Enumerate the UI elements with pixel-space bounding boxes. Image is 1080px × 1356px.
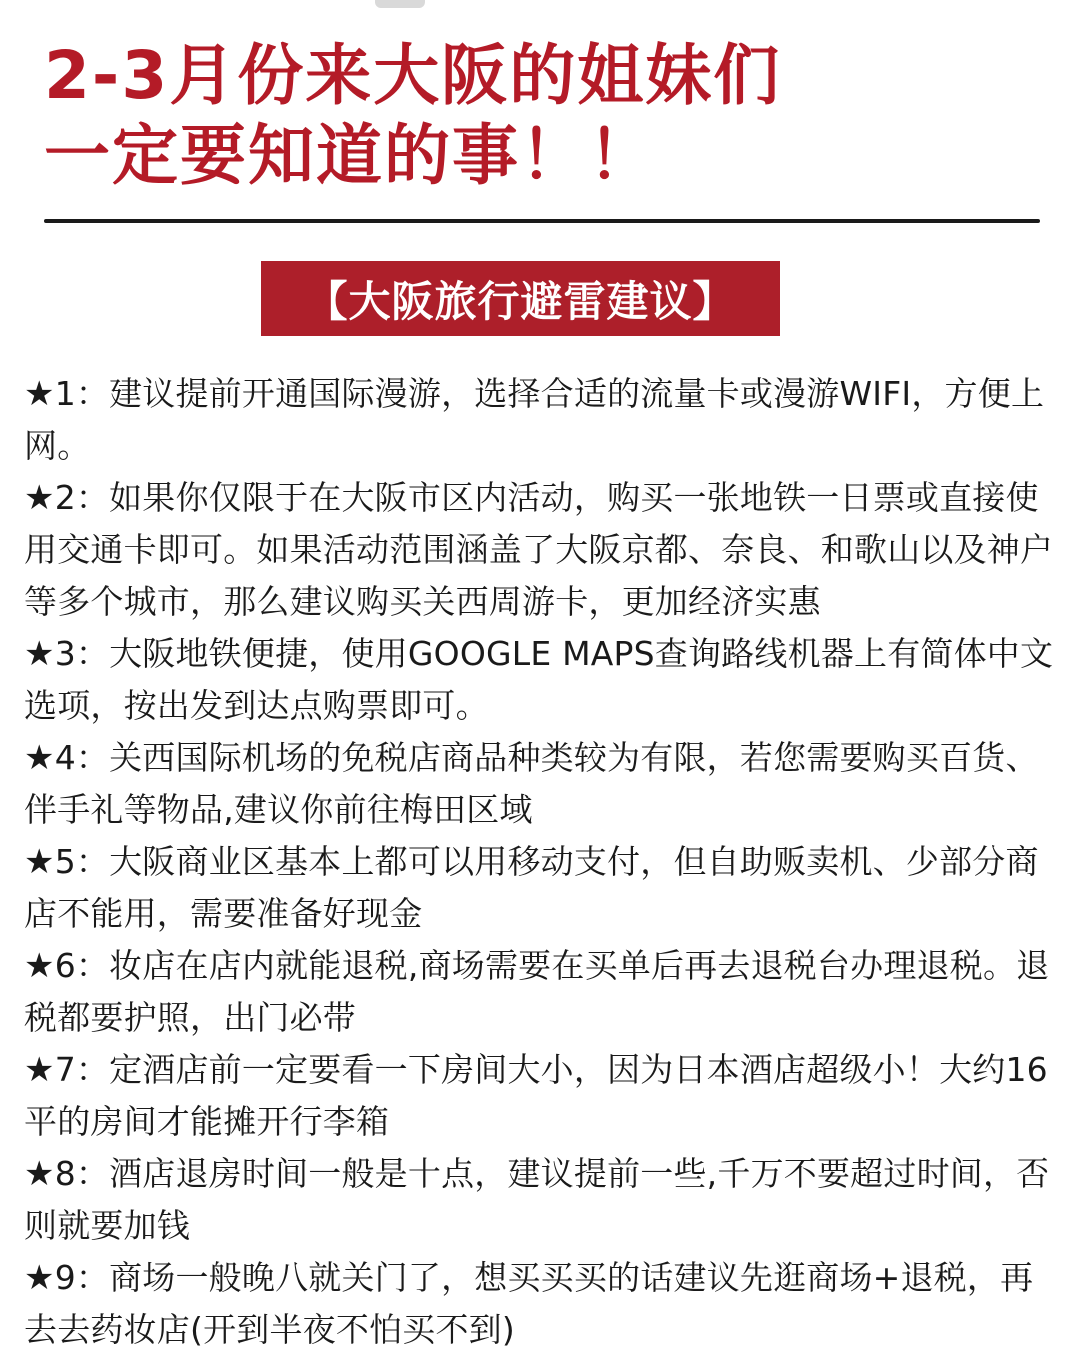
- star-icon: ★: [24, 842, 55, 882]
- page-title: [44, 36, 781, 196]
- star-icon: ★: [24, 1258, 55, 1298]
- tip-item-2: [24, 472, 1064, 628]
- star-icon: ★: [24, 1154, 55, 1194]
- star-icon: ★: [24, 738, 55, 778]
- tip-item-8: [24, 1148, 1064, 1252]
- tip-text: 4：关西国际机场的免税店商品种类较为有限，若您需要购买百货、伴手礼等物品,建议你前往梅田区域: [24, 738, 1039, 829]
- title-line-1: 2-3月份来大阪的姐妹们: [44, 37, 782, 114]
- tip-item-1: [24, 368, 1064, 472]
- tip-text: 3：大阪地铁便捷，使用GOOGLE MAPS查询路线机器上有简体中文选项，按出发到达点购票即可。: [24, 634, 1054, 725]
- tip-item-4: [24, 732, 1064, 836]
- star-icon: ★: [24, 1050, 55, 1090]
- tip-item-7: [24, 1044, 1064, 1148]
- top-edge-handle: [375, 0, 425, 8]
- tip-item-9: [24, 1252, 1064, 1356]
- tip-text: 8：酒店退房时间一般是十点，建议提前一些,千万不要超过时间，否则就要加钱: [24, 1154, 1050, 1245]
- star-icon: ★: [24, 634, 55, 674]
- star-icon: ★: [24, 946, 55, 986]
- tip-text: 6：妆店在店内就能退税,商场需要在买单后再去退税台办理退税。退税都要护照，出门必带: [24, 946, 1050, 1037]
- tip-item-5: [24, 836, 1064, 940]
- tip-text: 2：如果你仅限于在大阪市区内活动，购买一张地铁一日票或直接使用交通卡即可。如果活动范围涵盖了大阪京都、奈良、和歌山以及神户等多个城市，那么建议购买关西周游卡，更加经济实惠: [24, 478, 1054, 621]
- tip-text: 1：建议提前开通国际漫游，选择合适的流量卡或漫游WIFI，方便上网。: [24, 374, 1045, 465]
- tip-item-6: [24, 940, 1064, 1044]
- section-banner: 【大阪旅行避雷建议】: [261, 261, 780, 336]
- tip-text: 5：大阪商业区基本上都可以用移动支付，但自助贩卖机、少部分商店不能用，需要准备好现金: [24, 842, 1039, 933]
- star-icon: ★: [24, 478, 55, 518]
- title-line-2: 一定要知道的事！！: [44, 117, 656, 194]
- tips-list: [24, 368, 1064, 1356]
- title-divider: [44, 219, 1040, 223]
- star-icon: ★: [24, 374, 55, 414]
- tip-item-3: [24, 628, 1064, 732]
- tip-text: 7：定酒店前一定要看一下房间大小，因为日本酒店超级小！大约16平的房间才能摊开行李箱: [24, 1050, 1048, 1141]
- tip-text: 9：商场一般晚八就关门了，想买买买的话建议先逛商场+退税，再去去药妆店(开到半夜不怕买不到): [24, 1258, 1034, 1349]
